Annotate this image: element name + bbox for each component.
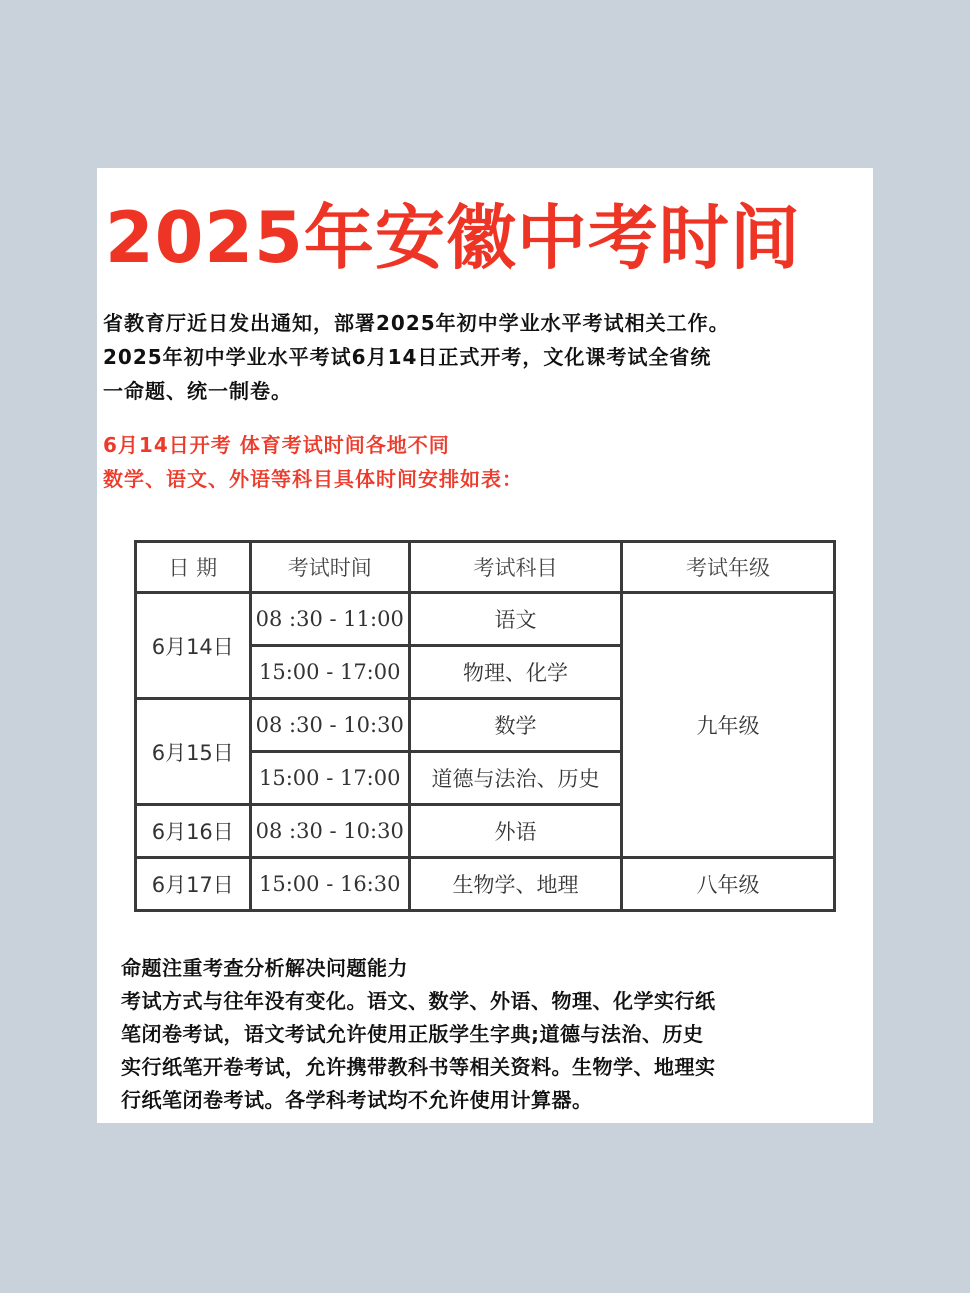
time-cell: 08 :30 - 10:30 (250, 699, 409, 752)
subject-cell: 生物学、地理 (409, 858, 621, 911)
header-date: 日 期 (136, 542, 251, 593)
exam-notes (121, 952, 861, 1117)
subject-cell: 道德与法治、历史 (409, 752, 621, 805)
note-line: 实行纸笔开卷考试，允许携带教科书等相关资料。生物学、地理实 (121, 1055, 716, 1079)
exam-schedule-table (134, 540, 836, 912)
date-cell: 6月16日 (136, 805, 251, 858)
table-row (136, 593, 835, 646)
table-header-row (136, 542, 835, 593)
intro-line: 一命题、统一制卷。 (103, 379, 292, 403)
time-cell: 15:00 - 16:30 (250, 858, 409, 911)
subject-cell: 数学 (409, 699, 621, 752)
date-cell: 6月15日 (136, 699, 251, 805)
header-time: 考试时间 (250, 542, 409, 593)
intro-line: 2025年初中学业水平考试6月14日正式开考，文化课考试全省统 (103, 345, 712, 369)
note-line: 行纸笔闭卷考试。各学科考试均不允许使用计算器。 (121, 1088, 593, 1112)
date-cell: 6月17日 (136, 858, 251, 911)
time-cell: 08 :30 - 10:30 (250, 805, 409, 858)
table-row (136, 858, 835, 911)
grade-cell: 九年级 (622, 593, 835, 858)
subject-cell: 外语 (409, 805, 621, 858)
note-line: 命题注重考查分析解决问题能力 (121, 956, 408, 980)
header-subject: 考试科目 (409, 542, 621, 593)
intro-line: 省教育厅近日发出通知，部署2025年初中学业水平考试相关工作。 (103, 311, 730, 335)
note-line: 考试方式与往年没有变化。语文、数学、外语、物理、化学实行纸 (121, 989, 716, 1013)
notice-card (97, 168, 873, 1123)
date-cell: 6月14日 (136, 593, 251, 699)
subject-cell: 语文 (409, 593, 621, 646)
note-line: 笔闭卷考试，语文考试允许使用正版学生字典;道德与法治、历史 (121, 1022, 704, 1046)
highlight-text (103, 428, 863, 496)
grade-cell: 八年级 (622, 858, 835, 911)
time-cell: 08 :30 - 11:00 (250, 593, 409, 646)
time-cell: 15:00 - 17:00 (250, 646, 409, 699)
header-grade: 考试年级 (622, 542, 835, 593)
subject-cell: 物理、化学 (409, 646, 621, 699)
highlight-line: 6月14日开考 体育考试时间各地不同 (103, 433, 450, 457)
highlight-line: 数学、语文、外语等科目具体时间安排如表： (103, 467, 523, 491)
intro-paragraph (103, 306, 863, 408)
page-title: 2025年安徽中考时间 (105, 197, 801, 279)
time-cell: 15:00 - 17:00 (250, 752, 409, 805)
